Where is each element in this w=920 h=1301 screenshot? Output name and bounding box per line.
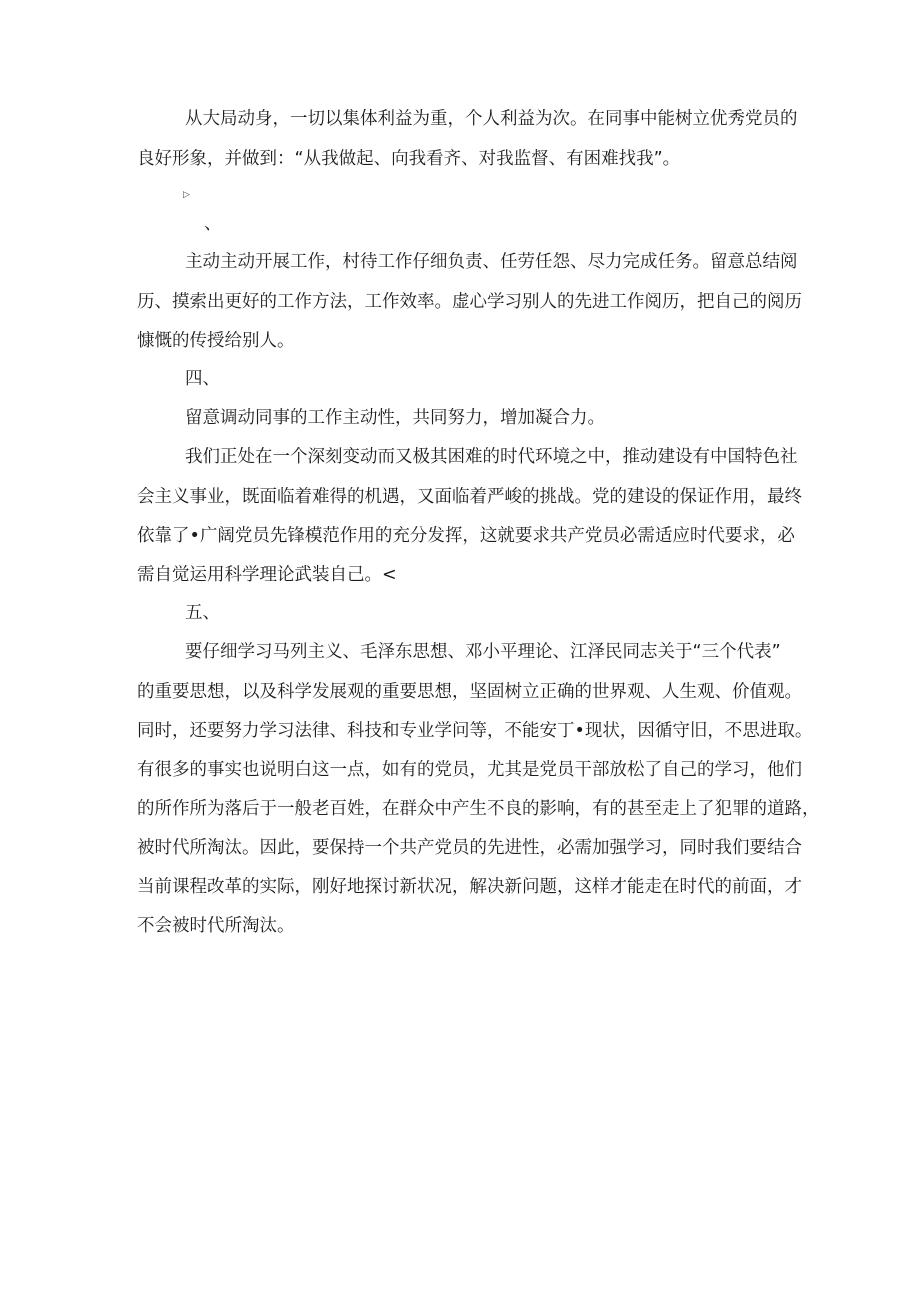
paragraph-line: 需自觉运用科学理论武装自己。<	[137, 565, 397, 585]
paragraph-line: 有很多的事实也说明白这一点，如有的党员，尤其是党员干部放松了自己的学习，他们	[137, 760, 802, 780]
paragraph-line: 被时代所淘汰。因此，要保持一个共产党员的先进性，必需加强学习，同时我们要结合	[137, 838, 802, 858]
paragraph-line: 的所作所为落后于一般老百姓，在群众中产生不良的影响，有的甚至走上了犯罪的道路，	[137, 799, 820, 819]
paragraph-line: 我们正处在一个深刻变动而又极其困难的时代环境之中，推动建设有中国特色社	[185, 447, 798, 467]
section-heading: 、	[204, 214, 222, 234]
paragraph-line: 良好形象，并做到：“从我做起、向我看齐、对我监督、有困难找我”。	[137, 149, 681, 169]
paragraph-line: 留意调动同事的工作主动性，共同努力，增加凝合力。	[185, 408, 605, 428]
paragraph-line: 会主义事业，既面临着难得的机遇，又面临着严峻的挑战。党的建设的保证作用，最终	[137, 487, 802, 507]
section-heading: 四、	[185, 369, 220, 389]
paragraph-line: 不会被时代所淘汰。	[137, 916, 295, 936]
paragraph-line: 从大局动身，一切以集体利益为重，个人利益为次。在同事中能树立优秀党员的	[185, 109, 798, 129]
paragraph-line: 的重要思想，以及科学发展观的重要思想，坚固树立正确的世界观、人生观、价值观。	[137, 682, 802, 702]
paragraph-line: 主动主动开展工作，村待工作仔细负责、任劳任怨、尽力完成任务。留意总结阅	[185, 252, 798, 272]
stray-mark: ▷	[183, 190, 190, 200]
paragraph-line: 当前课程改革的实际，刚好地探讨新状况，解决新问题，这样才能走在时代的前面，才	[137, 877, 802, 897]
paragraph-line: 历、摸索出更好的工作方法，工作效率。虚心学习别人的先进工作阅历，把自己的阅历	[137, 292, 802, 312]
paragraph-line: 同时，还要努力学习法律、科技和专业学问等，不能安丁•现状，因循守旧，不思进取。	[137, 721, 813, 741]
paragraph-line: 慷慨的传授给别人。	[137, 331, 295, 351]
section-heading: 五、	[185, 603, 220, 623]
paragraph-line: 依靠了•广阔党员先锋模范作用的充分发挥，这就要求共产党员必需适应时代要求，必	[137, 526, 795, 546]
paragraph-line: 要仔细学习马列主义、毛泽东思想、邓小平理论、江泽民同志关于“三个代表”	[185, 642, 781, 662]
